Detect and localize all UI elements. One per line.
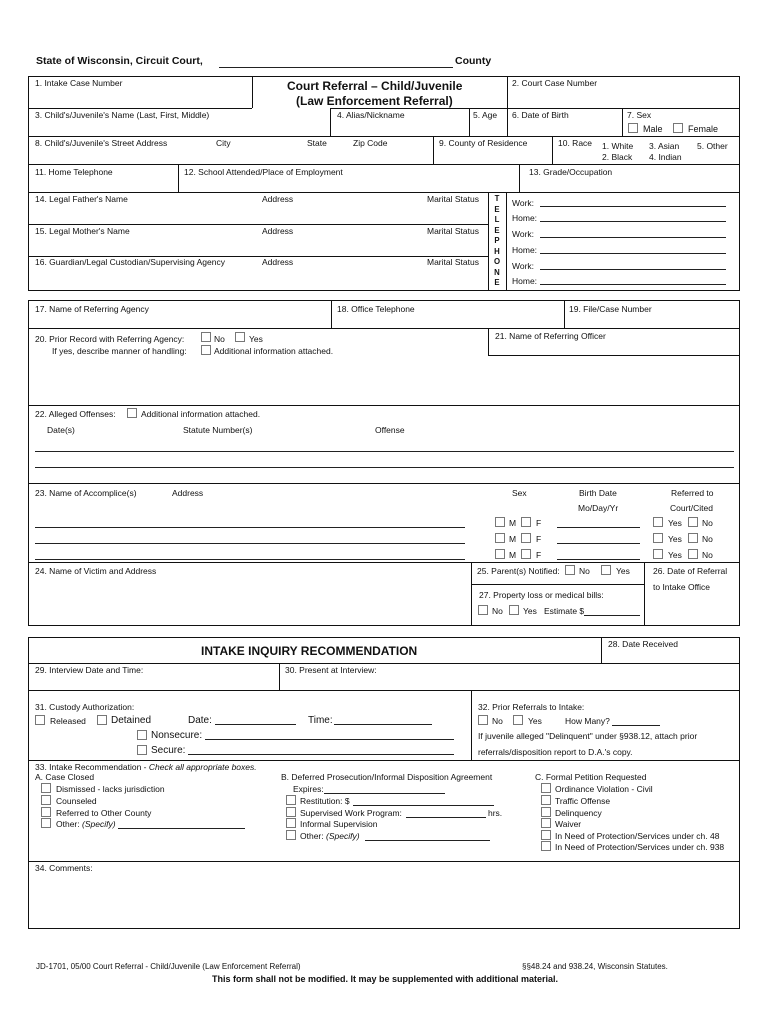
- father-address-label: Address: [262, 194, 294, 204]
- expires-label: Expires:: [293, 784, 324, 794]
- deferred-prosecution-title: B. Deferred Prosecution/Informal Disposition Agreement: [281, 772, 493, 782]
- accomplice-address-label: Address: [172, 488, 204, 498]
- prior-record-yes-checkbox[interactable]: [235, 332, 245, 342]
- intake-case-number-label: 1. Intake Case Number: [35, 78, 123, 88]
- parents-notified-yes-label: Yes: [616, 566, 630, 576]
- nonsecure-checkbox[interactable]: [137, 730, 147, 740]
- sex-label: 7. Sex: [627, 110, 652, 120]
- county-residence-label: 9. County of Residence: [439, 138, 528, 148]
- accomplice3-f-checkbox[interactable]: [521, 549, 531, 559]
- mother-home-line[interactable]: [540, 253, 726, 254]
- counseled-checkbox[interactable]: [41, 795, 51, 805]
- manner-handling-label: If yes, describe manner of handling:: [52, 346, 187, 356]
- guardian-work-label: Work:: [512, 261, 535, 271]
- offense-header: Offense: [375, 425, 405, 435]
- father-work-line[interactable]: [540, 206, 726, 207]
- a-other-checkbox[interactable]: [41, 818, 51, 828]
- accomplice2-yes-label: Yes: [668, 534, 682, 544]
- how-many-line[interactable]: [612, 725, 660, 726]
- referring-officer-label: 21. Name of Referring Officer: [495, 331, 606, 341]
- referred-other-county-checkbox[interactable]: [41, 807, 51, 817]
- mother-address-label: Address: [262, 226, 294, 236]
- state-court-label: State of Wisconsin, Circuit Court,: [36, 55, 203, 67]
- accomplice3-birthdate-line[interactable]: [557, 559, 640, 560]
- guardian-label: 16. Guardian/Legal Custodian/Supervising Agency: [35, 257, 225, 267]
- waiver-label: Waiver: [555, 819, 582, 829]
- school-label: 12. School Attended/Place of Employment: [184, 167, 343, 177]
- alleged-offenses-label: 22. Alleged Offenses:: [35, 409, 116, 419]
- accomplice3-no-checkbox[interactable]: [688, 549, 698, 559]
- b-other-line[interactable]: [365, 840, 490, 841]
- prior-record-addl-label: Additional information attached.: [214, 346, 334, 356]
- comments-label: 34. Comments:: [35, 863, 93, 873]
- chips-48-label: In Need of Protection/Services under ch. 48: [555, 831, 720, 841]
- supervised-work-label: Supervised Work Program:: [300, 808, 402, 818]
- alias-label: 4. Alias/Nickname: [337, 110, 405, 120]
- mother-work-label: Work:: [512, 229, 535, 239]
- parents-notified-no-label: No: [579, 566, 590, 576]
- custody-date-label: Date:: [188, 715, 212, 726]
- accomplice2-birthdate-line[interactable]: [557, 543, 640, 544]
- accomplice2-yes-checkbox[interactable]: [653, 533, 663, 543]
- secure-line[interactable]: [188, 754, 454, 755]
- race-other: 5. Other: [697, 141, 728, 151]
- detained-checkbox[interactable]: [97, 715, 107, 725]
- accomplice3-f-label: F: [536, 550, 542, 560]
- accomplice-name-label: 23. Name of Accomplice(s): [35, 488, 137, 498]
- released-checkbox[interactable]: [35, 715, 45, 725]
- custody-time-label: Time:: [308, 715, 333, 726]
- county-label: County: [455, 55, 492, 67]
- form-id-footer: JD-1701, 05/00 Court Referral - Child/Juvenile (Law Enforcement Referral): [36, 962, 301, 971]
- date-referral-label: 26. Date of Referral: [653, 566, 728, 576]
- zip-label: Zip Code: [353, 138, 388, 148]
- offenses-addl-checkbox[interactable]: [127, 408, 137, 418]
- accomplice1-yes-label: Yes: [668, 518, 682, 528]
- prior-record-yes-label: Yes: [249, 334, 263, 344]
- mother-home-label: Home:: [512, 245, 538, 255]
- accomplice2-m-checkbox[interactable]: [495, 533, 505, 543]
- jips-938-checkbox[interactable]: [541, 841, 551, 851]
- juvenile-name-label: 3. Child's/Juvenile's Name (Last, First, Middle): [35, 110, 210, 120]
- mother-work-line[interactable]: [540, 237, 726, 238]
- supervised-work-checkbox[interactable]: [286, 807, 296, 817]
- formal-petition-title: C. Formal Petition Requested: [535, 772, 647, 782]
- chips-48-checkbox[interactable]: [541, 830, 551, 840]
- city-label: City: [216, 138, 231, 148]
- accomplice3-yes-label: Yes: [668, 550, 682, 560]
- dismissed-label: Dismissed - lacks jurisdiction: [56, 784, 165, 794]
- a-other-label: Other: (Specify): [56, 819, 116, 829]
- prior-record-no-checkbox[interactable]: [201, 332, 211, 342]
- accomplice1-m-checkbox[interactable]: [495, 517, 505, 527]
- accomplice3-m-label: M: [509, 550, 517, 560]
- prior-referrals-label: 32. Prior Referrals to Intake:: [478, 702, 585, 712]
- property-loss-yes-label: Yes: [523, 606, 537, 616]
- dob-label: 6. Date of Birth: [512, 110, 569, 120]
- guardian-work-line[interactable]: [540, 269, 726, 270]
- delinquency-checkbox[interactable]: [541, 807, 551, 817]
- case-closed-title: A. Case Closed: [35, 772, 95, 782]
- accomplice-sex-header: Sex: [512, 488, 527, 498]
- secure-checkbox[interactable]: [137, 745, 147, 755]
- property-loss-no-label: No: [492, 606, 503, 616]
- guardian-address-label: Address: [262, 257, 294, 267]
- prior-record-label: 20. Prior Record with Referring Agency:: [35, 334, 185, 344]
- accomplice2-f-checkbox[interactable]: [521, 533, 531, 543]
- property-loss-yes-checkbox[interactable]: [509, 605, 519, 615]
- parents-notified-label: 25. Parent(s) Notified:: [477, 566, 560, 576]
- court-case-number-label: 2. Court Case Number: [512, 78, 598, 88]
- female-checkbox[interactable]: [673, 123, 683, 133]
- statutes-footer: §§48.24 and 938.24, Wisconsin Statutes.: [522, 962, 668, 971]
- b-other-checkbox[interactable]: [286, 830, 296, 840]
- property-loss-label: 27. Property loss or medical bills:: [479, 590, 604, 600]
- intake-title: INTAKE INQUIRY RECOMMENDATION: [201, 644, 418, 658]
- prior-referrals-yes-label: Yes: [528, 716, 542, 726]
- restitution-label: Restitution: $: [300, 796, 350, 806]
- b-other-label: Other: (Specify): [300, 831, 360, 841]
- accomplice3-yes-checkbox[interactable]: [653, 549, 663, 559]
- accomplice-line-3[interactable]: [35, 559, 465, 560]
- property-loss-no-checkbox[interactable]: [478, 605, 488, 615]
- female-label: Female: [688, 124, 719, 134]
- male-checkbox[interactable]: [628, 123, 638, 133]
- expires-line[interactable]: [324, 793, 445, 794]
- ordinance-violation-checkbox[interactable]: [541, 783, 551, 793]
- accomplice-line-1[interactable]: [35, 527, 465, 528]
- delinquent-note-1: If juvenile alleged "Delinquent" under §938.12, attach prior: [478, 731, 698, 741]
- accomplice-line-2[interactable]: [35, 543, 465, 544]
- file-case-number-label: 19. File/Case Number: [569, 304, 652, 314]
- accomplice2-no-label: No: [702, 534, 713, 544]
- traffic-offense-checkbox[interactable]: [541, 795, 551, 805]
- secure-label: Secure:: [151, 745, 186, 756]
- court-cited-header: Court/Cited: [670, 503, 713, 513]
- estimate-line[interactable]: [584, 615, 640, 616]
- counseled-label: Counseled: [56, 796, 97, 806]
- accomplice3-no-label: No: [702, 550, 713, 560]
- date-received-label: 28. Date Received: [608, 639, 678, 649]
- age-label: 5. Age: [473, 110, 498, 120]
- office-telephone-label: 18. Office Telephone: [337, 304, 415, 314]
- father-home-label: Home:: [512, 213, 538, 223]
- father-home-line[interactable]: [540, 221, 726, 222]
- prior-referrals-no-label: No: [492, 716, 503, 726]
- accomplice-birthdate-header: Birth Date: [579, 488, 617, 498]
- parents-notified-yes-checkbox[interactable]: [601, 565, 611, 575]
- accomplice1-no-label: No: [702, 518, 713, 528]
- prior-record-no-label: No: [214, 334, 225, 344]
- offense-line-1[interactable]: [35, 451, 734, 452]
- intake-recommendation-label: 33. Intake Recommendation - Check all appropriate boxes.: [35, 762, 257, 772]
- prior-referrals-no-checkbox[interactable]: [478, 715, 488, 725]
- offenses-addl-label: Additional information attached.: [141, 409, 261, 419]
- custody-time-line[interactable]: [334, 724, 432, 725]
- accomplice-mdy-header: Mo/Day/Yr: [578, 503, 619, 513]
- detained-label: Detained: [111, 715, 152, 726]
- modification-notice: This form shall not be modified. It may be supplemented with additional material.: [211, 974, 559, 984]
- delinquency-label: Delinquency: [555, 808, 602, 818]
- custody-authorization-label: 31. Custody Authorization:: [35, 702, 135, 712]
- telephone-vertical-label: T E L E P H O N E: [493, 194, 501, 287]
- male-label: Male: [643, 124, 663, 134]
- guardian-home-label: Home:: [512, 276, 538, 286]
- race-asian: 3. Asian: [649, 141, 680, 151]
- accomplice3-m-checkbox[interactable]: [495, 549, 505, 559]
- county-blank[interactable]: [219, 67, 453, 68]
- accomplice1-f-label: F: [536, 518, 542, 528]
- accomplice1-yes-checkbox[interactable]: [653, 517, 663, 527]
- intake-section: [28, 637, 740, 929]
- father-marital-label: Marital Status: [427, 194, 479, 204]
- released-label: Released: [50, 716, 86, 726]
- hrs-label: hrs.: [488, 808, 503, 818]
- mother-marital-label: Marital Status: [427, 226, 479, 236]
- statute-number-header: Statute Number(s): [183, 425, 253, 435]
- guardian-marital-label: Marital Status: [427, 257, 479, 267]
- referred-to-header: Referred to: [671, 488, 714, 498]
- home-telephone-label: 11. Home Telephone: [35, 167, 113, 177]
- nonsecure-label: Nonsecure:: [151, 730, 203, 741]
- referred-other-county-label: Referred to Other County: [56, 808, 152, 818]
- offense-dates-header: Date(s): [47, 425, 75, 435]
- informal-supervision-label: Informal Supervision: [300, 819, 378, 829]
- grade-label: 13. Grade/Occupation: [529, 167, 613, 177]
- custody-date-line[interactable]: [215, 724, 296, 725]
- nonsecure-line[interactable]: [205, 739, 454, 740]
- prior-referrals-yes-checkbox[interactable]: [513, 715, 523, 725]
- state-label: State: [307, 138, 327, 148]
- accomplice2-m-label: M: [509, 534, 517, 544]
- present-interview-label: 30. Present at Interview:: [285, 665, 377, 675]
- accomplice2-f-label: F: [536, 534, 542, 544]
- jips-938-label: In Need of Protection/Services under ch. 938: [555, 842, 725, 852]
- race-black: 2. Black: [602, 152, 633, 162]
- referring-agency-label: 17. Name of Referring Agency: [35, 304, 149, 314]
- race-white: 1. White: [602, 141, 634, 151]
- ordinance-violation-label: Ordinance Violation - Civil: [555, 784, 653, 794]
- street-address-label: 8. Child's/Juvenile's Street Address: [35, 138, 168, 148]
- form-title: Court Referral – Child/Juvenile: [287, 79, 463, 93]
- accomplice1-no-checkbox[interactable]: [688, 517, 698, 527]
- accomplice2-no-checkbox[interactable]: [688, 533, 698, 543]
- waiver-checkbox[interactable]: [541, 818, 551, 828]
- supervised-work-line[interactable]: [406, 817, 486, 818]
- accomplice1-birthdate-line[interactable]: [557, 527, 640, 528]
- parents-notified-no-checkbox[interactable]: [565, 565, 575, 575]
- guardian-home-line[interactable]: [540, 284, 726, 285]
- race-indian: 4. Indian: [649, 152, 682, 162]
- prior-record-addl-checkbox[interactable]: [201, 345, 211, 355]
- accomplice1-f-checkbox[interactable]: [521, 517, 531, 527]
- restitution-checkbox[interactable]: [286, 795, 296, 805]
- father-name-label: 14. Legal Father's Name: [35, 194, 128, 204]
- dismissed-checkbox[interactable]: [41, 783, 51, 793]
- accomplice1-m-label: M: [509, 518, 517, 528]
- a-other-line[interactable]: [118, 828, 245, 829]
- to-intake-office-label: to Intake Office: [653, 582, 711, 592]
- estimate-label: Estimate $: [544, 606, 585, 616]
- form-subtitle: (Law Enforcement Referral): [296, 94, 453, 108]
- father-work-label: Work:: [512, 198, 535, 208]
- restitution-line[interactable]: [353, 805, 494, 806]
- mother-name-label: 15. Legal Mother's Name: [35, 226, 130, 236]
- delinquent-note-2: referrals/disposition report to D.A.'s copy.: [478, 747, 633, 757]
- interview-date-label: 29. Interview Date and Time:: [35, 665, 144, 675]
- traffic-offense-label: Traffic Offense: [555, 796, 611, 806]
- informal-supervision-checkbox[interactable]: [286, 818, 296, 828]
- offense-line-2[interactable]: [35, 467, 734, 468]
- race-label: 10. Race: [558, 138, 593, 148]
- victim-label: 24. Name of Victim and Address: [35, 566, 157, 576]
- how-many-label: How Many?: [565, 716, 610, 726]
